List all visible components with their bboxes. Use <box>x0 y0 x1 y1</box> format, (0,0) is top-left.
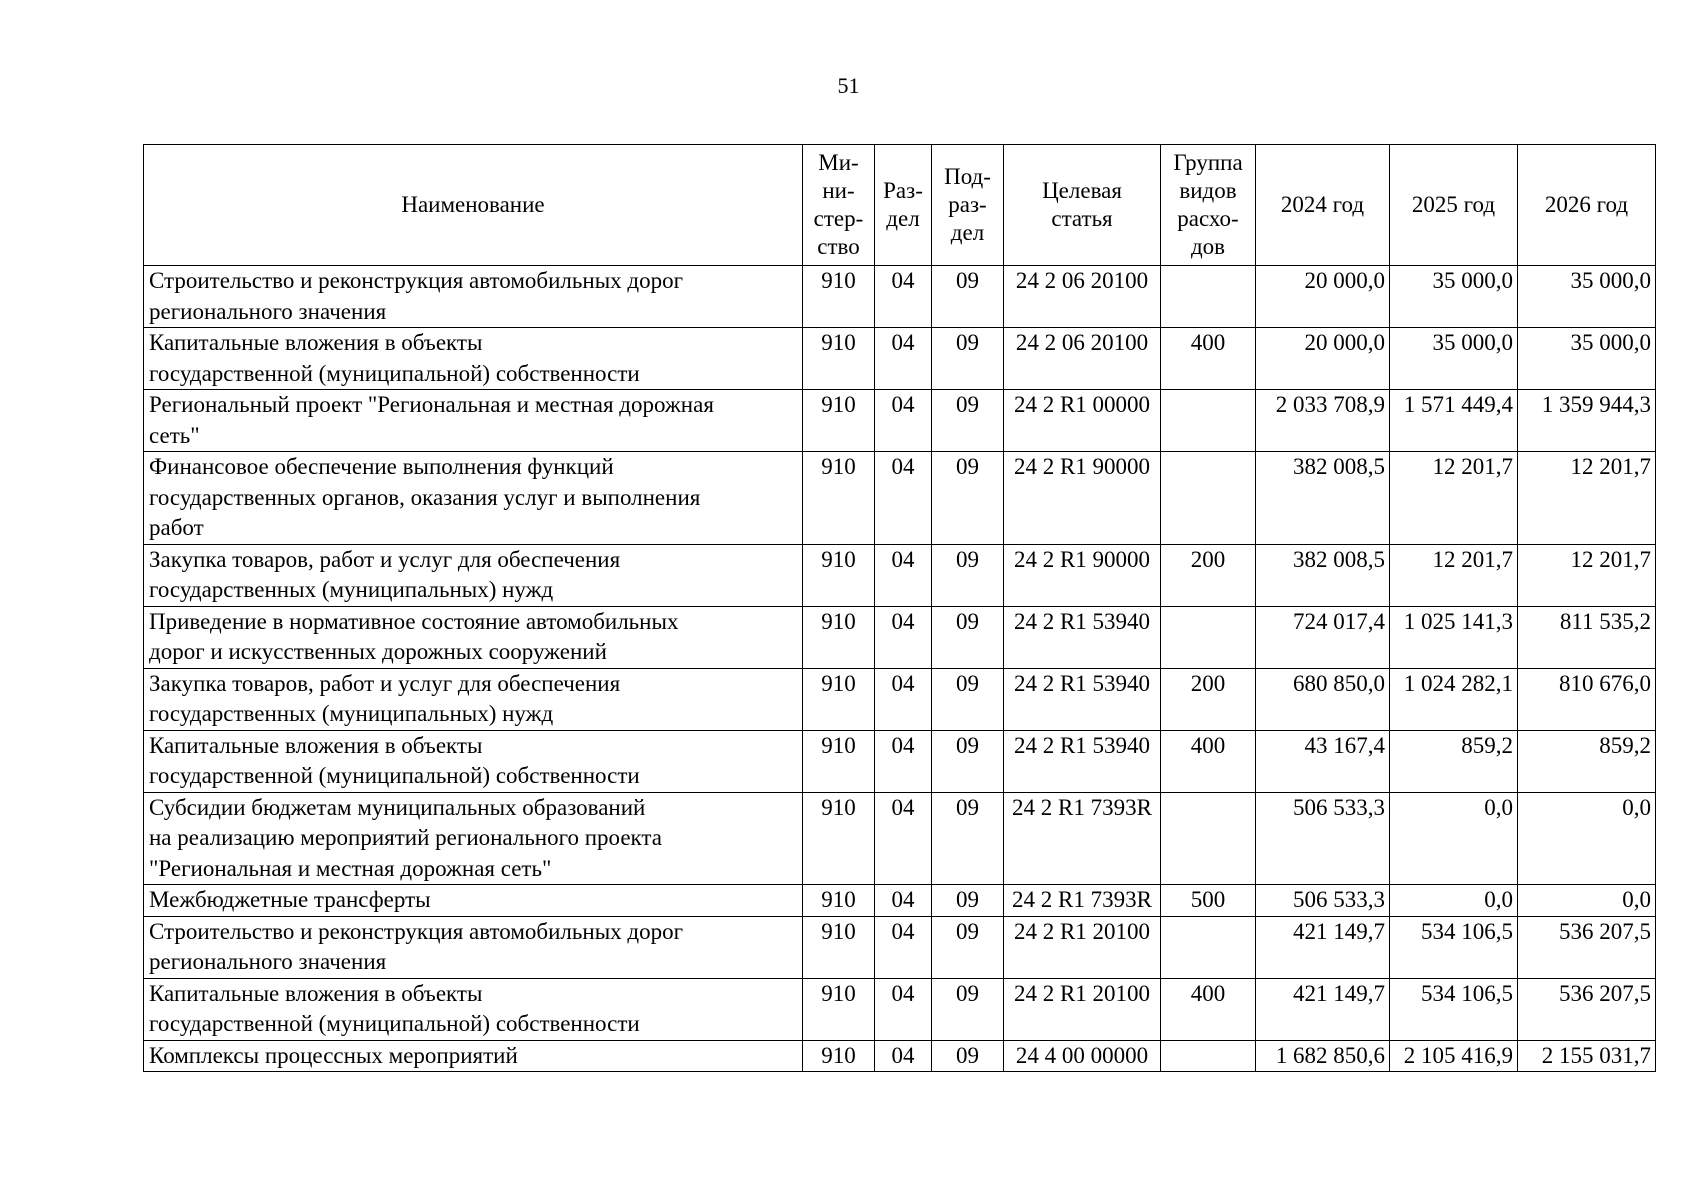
header-section: Раз- дел <box>875 145 932 266</box>
cell-ministry: 910 <box>803 328 875 390</box>
cell-subsection: 09 <box>932 730 1004 792</box>
cell-year-2026: 536 207,5 <box>1518 978 1656 1040</box>
cell-year-2024: 421 149,7 <box>1256 978 1390 1040</box>
cell-target: 24 2 R1 00000 <box>1004 390 1161 452</box>
cell-section: 04 <box>875 730 932 792</box>
cell-target: 24 2 R1 7393R <box>1004 792 1161 885</box>
cell-expense-group <box>1161 606 1256 668</box>
cell-ministry: 910 <box>803 885 875 917</box>
cell-expense-group: 400 <box>1161 978 1256 1040</box>
cell-section: 04 <box>875 916 932 978</box>
cell-subsection: 09 <box>932 885 1004 917</box>
cell-year-2024: 20 000,0 <box>1256 266 1390 328</box>
table-row <box>144 1040 1656 1072</box>
cell-name: Строительство и реконструкция автомобильных дорог регионального значения <box>144 266 803 328</box>
cell-section: 04 <box>875 978 932 1040</box>
cell-section: 04 <box>875 1040 932 1072</box>
cell-year-2025: 2 105 416,9 <box>1390 1040 1518 1072</box>
cell-subsection: 09 <box>932 328 1004 390</box>
cell-section: 04 <box>875 792 932 885</box>
cell-section: 04 <box>875 544 932 606</box>
header-year-2025: 2025 год <box>1390 145 1518 266</box>
cell-expense-group <box>1161 452 1256 545</box>
cell-expense-group <box>1161 266 1256 328</box>
cell-ministry: 910 <box>803 792 875 885</box>
cell-section: 04 <box>875 668 932 730</box>
cell-subsection: 09 <box>932 606 1004 668</box>
cell-name: Субсидии бюджетам муниципальных образований на реализацию мероприятий регионального проекта "Региональная и местная дорожная сеть" <box>144 792 803 885</box>
cell-target: 24 4 00 00000 <box>1004 1040 1161 1072</box>
cell-year-2024: 724 017,4 <box>1256 606 1390 668</box>
cell-year-2024: 2 033 708,9 <box>1256 390 1390 452</box>
cell-year-2026: 35 000,0 <box>1518 328 1656 390</box>
cell-year-2024: 421 149,7 <box>1256 916 1390 978</box>
cell-year-2024: 680 850,0 <box>1256 668 1390 730</box>
page-number: 51 <box>837 73 860 98</box>
cell-name: Строительство и реконструкция автомобильных дорог регионального значения <box>144 916 803 978</box>
cell-subsection: 09 <box>932 978 1004 1040</box>
cell-ministry: 910 <box>803 452 875 545</box>
cell-ministry: 910 <box>803 1040 875 1072</box>
cell-year-2024: 43 167,4 <box>1256 730 1390 792</box>
cell-ministry: 910 <box>803 544 875 606</box>
cell-expense-group: 200 <box>1161 544 1256 606</box>
cell-year-2025: 0,0 <box>1390 792 1518 885</box>
cell-year-2026: 859,2 <box>1518 730 1656 792</box>
cell-year-2026: 35 000,0 <box>1518 266 1656 328</box>
cell-expense-group <box>1161 792 1256 885</box>
cell-section: 04 <box>875 390 932 452</box>
cell-subsection: 09 <box>932 266 1004 328</box>
cell-year-2025: 859,2 <box>1390 730 1518 792</box>
cell-subsection: 09 <box>932 792 1004 885</box>
cell-target: 24 2 R1 20100 <box>1004 978 1161 1040</box>
cell-ministry: 910 <box>803 978 875 1040</box>
cell-year-2026: 810 676,0 <box>1518 668 1656 730</box>
cell-year-2024: 382 008,5 <box>1256 452 1390 545</box>
table-row <box>144 606 1656 668</box>
cell-year-2025: 12 201,7 <box>1390 544 1518 606</box>
cell-name: Капитальные вложения в объекты государственной (муниципальной) собственности <box>144 730 803 792</box>
cell-year-2025: 534 106,5 <box>1390 978 1518 1040</box>
cell-name: Капитальные вложения в объекты государственной (муниципальной) собственности <box>144 978 803 1040</box>
cell-ministry: 910 <box>803 668 875 730</box>
table-row <box>144 452 1656 545</box>
table-row <box>144 978 1656 1040</box>
cell-name: Комплексы процессных мероприятий <box>144 1040 803 1072</box>
cell-target: 24 2 06 20100 <box>1004 266 1161 328</box>
cell-target: 24 2 06 20100 <box>1004 328 1161 390</box>
cell-year-2024: 382 008,5 <box>1256 544 1390 606</box>
cell-target: 24 2 R1 90000 <box>1004 544 1161 606</box>
table-row <box>144 544 1656 606</box>
cell-expense-group <box>1161 390 1256 452</box>
table-row <box>144 390 1656 452</box>
cell-expense-group: 500 <box>1161 885 1256 917</box>
cell-year-2025: 12 201,7 <box>1390 452 1518 545</box>
cell-target: 24 2 R1 53940 <box>1004 730 1161 792</box>
cell-ministry: 910 <box>803 266 875 328</box>
cell-year-2025: 534 106,5 <box>1390 916 1518 978</box>
cell-target: 24 2 R1 53940 <box>1004 606 1161 668</box>
cell-target: 24 2 R1 20100 <box>1004 916 1161 978</box>
cell-section: 04 <box>875 452 932 545</box>
table-row <box>144 730 1656 792</box>
cell-year-2026: 0,0 <box>1518 792 1656 885</box>
table-row <box>144 668 1656 730</box>
cell-section: 04 <box>875 885 932 917</box>
cell-target: 24 2 R1 53940 <box>1004 668 1161 730</box>
cell-section: 04 <box>875 328 932 390</box>
cell-subsection: 09 <box>932 452 1004 545</box>
cell-subsection: 09 <box>932 1040 1004 1072</box>
cell-year-2026: 12 201,7 <box>1518 452 1656 545</box>
table-row <box>144 792 1656 885</box>
cell-year-2026: 1 359 944,3 <box>1518 390 1656 452</box>
cell-year-2025: 1 024 282,1 <box>1390 668 1518 730</box>
cell-year-2024: 1 682 850,6 <box>1256 1040 1390 1072</box>
header-subsection: Под- раз- дел <box>932 145 1004 266</box>
table-header-row <box>144 145 1656 266</box>
cell-subsection: 09 <box>932 544 1004 606</box>
cell-expense-group <box>1161 916 1256 978</box>
cell-name: Региональный проект "Региональная и местная дорожная сеть" <box>144 390 803 452</box>
header-name: Наименование <box>144 145 803 266</box>
cell-year-2025: 35 000,0 <box>1390 328 1518 390</box>
cell-name: Межбюджетные трансферты <box>144 885 803 917</box>
cell-target: 24 2 R1 90000 <box>1004 452 1161 545</box>
header-ministry: Ми- ни- стер- ство <box>803 145 875 266</box>
table-row <box>144 328 1656 390</box>
header-target: Целевая статья <box>1004 145 1161 266</box>
cell-year-2026: 811 535,2 <box>1518 606 1656 668</box>
cell-expense-group: 400 <box>1161 328 1256 390</box>
cell-subsection: 09 <box>932 916 1004 978</box>
cell-ministry: 910 <box>803 730 875 792</box>
cell-name: Финансовое обеспечение выполнения функций государственных органов, оказания услуг и выполнения работ <box>144 452 803 545</box>
cell-ministry: 910 <box>803 606 875 668</box>
table-row <box>144 885 1656 917</box>
cell-section: 04 <box>875 266 932 328</box>
cell-subsection: 09 <box>932 390 1004 452</box>
cell-name: Закупка товаров, работ и услуг для обеспечения государственных (муниципальных) нужд <box>144 544 803 606</box>
table-row <box>144 916 1656 978</box>
header-year-2024: 2024 год <box>1256 145 1390 266</box>
cell-subsection: 09 <box>932 668 1004 730</box>
cell-expense-group: 200 <box>1161 668 1256 730</box>
budget-table <box>143 144 1656 1072</box>
cell-year-2024: 20 000,0 <box>1256 328 1390 390</box>
table-body <box>144 266 1656 1072</box>
cell-target: 24 2 R1 7393R <box>1004 885 1161 917</box>
cell-name: Закупка товаров, работ и услуг для обеспечения государственных (муниципальных) нужд <box>144 668 803 730</box>
cell-year-2024: 506 533,3 <box>1256 885 1390 917</box>
cell-expense-group <box>1161 1040 1256 1072</box>
cell-year-2026: 2 155 031,7 <box>1518 1040 1656 1072</box>
cell-year-2024: 506 533,3 <box>1256 792 1390 885</box>
cell-year-2025: 1 025 141,3 <box>1390 606 1518 668</box>
cell-section: 04 <box>875 606 932 668</box>
cell-year-2026: 536 207,5 <box>1518 916 1656 978</box>
cell-name: Капитальные вложения в объекты государственной (муниципальной) собственности <box>144 328 803 390</box>
cell-year-2026: 0,0 <box>1518 885 1656 917</box>
cell-name: Приведение в нормативное состояние автомобильных дорог и искусственных дорожных сооружений <box>144 606 803 668</box>
cell-expense-group: 400 <box>1161 730 1256 792</box>
cell-year-2025: 35 000,0 <box>1390 266 1518 328</box>
header-expense-group: Группа видов расхо- дов <box>1161 145 1256 266</box>
table-row <box>144 266 1656 328</box>
cell-ministry: 910 <box>803 916 875 978</box>
cell-year-2025: 1 571 449,4 <box>1390 390 1518 452</box>
cell-year-2025: 0,0 <box>1390 885 1518 917</box>
cell-ministry: 910 <box>803 390 875 452</box>
header-year-2026: 2026 год <box>1518 145 1656 266</box>
cell-year-2026: 12 201,7 <box>1518 544 1656 606</box>
